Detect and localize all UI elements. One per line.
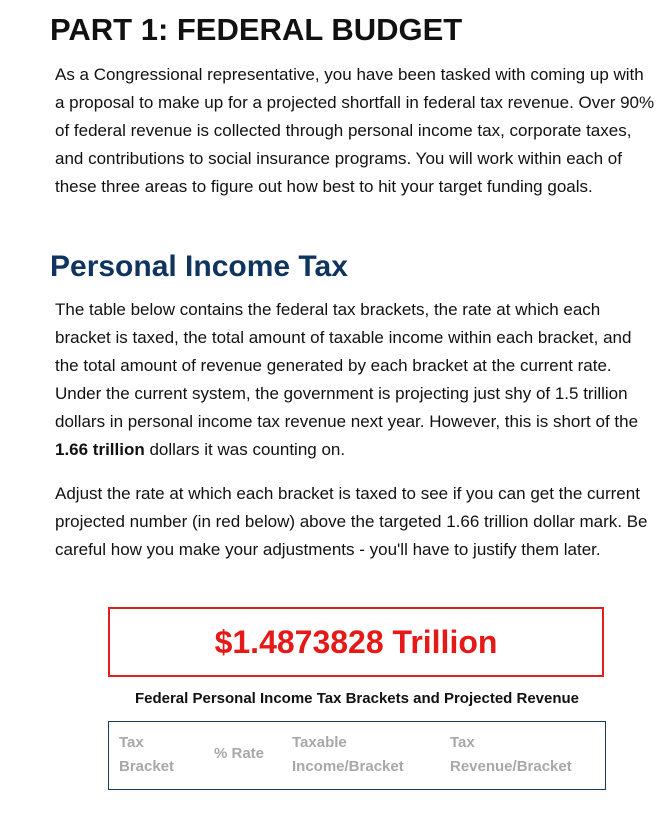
projected-revenue-box: [108, 607, 604, 677]
target-amount: 1.66 trillion: [55, 440, 145, 459]
intro-paragraph: As a Congressional representative, you have been tasked with coming up with a proposal to make up for a projected shortfall in federal tax revenue. Over 90% of federal revenue is collected through personal income tax, corporate taxes, and contributions to social insurance programs. You will work within each of these three areas to figure out how best to hit your target funding goals.: [55, 65, 655, 196]
description-text-end: dollars it was counting on.: [144, 440, 346, 459]
column-header-taxable-income: Taxable Income/Bracket: [292, 734, 404, 775]
column-header-tax-revenue: Tax Revenue/Bracket: [450, 734, 572, 775]
instruction-paragraph: Adjust the rate at which each bracket is taxed to see if you can get the current projected number (in red below) above the targeted 1.66 trillion dollar mark. Be careful how you make your adjustments - you'll have to justify them later.: [55, 484, 648, 559]
tax-bracket-table: [108, 721, 606, 790]
projected-revenue-value: $1.4873828 Trillion: [214, 623, 498, 660]
page-title: PART 1: FEDERAL BUDGET: [50, 12, 463, 47]
description-paragraph: [55, 296, 655, 464]
column-header-tax-bracket: Tax Bracket: [119, 734, 175, 775]
description-text-start: The table below contains the federal tax brackets, the rate at which each bracket is taxed, the total amount of taxable income within each bracket, and the total amount of revenue generated by each bracket at the current rate. Under the current system, the government is projecting just shy of 1.5 trillion dollars in personal income tax revenue next year. However, this is short of the: [55, 300, 639, 431]
column-header-rate: % Rate: [214, 745, 265, 762]
table-caption: Federal Personal Income Tax Brackets and Projected Revenue: [134, 690, 580, 707]
section-heading: Personal Income Tax: [50, 250, 348, 283]
